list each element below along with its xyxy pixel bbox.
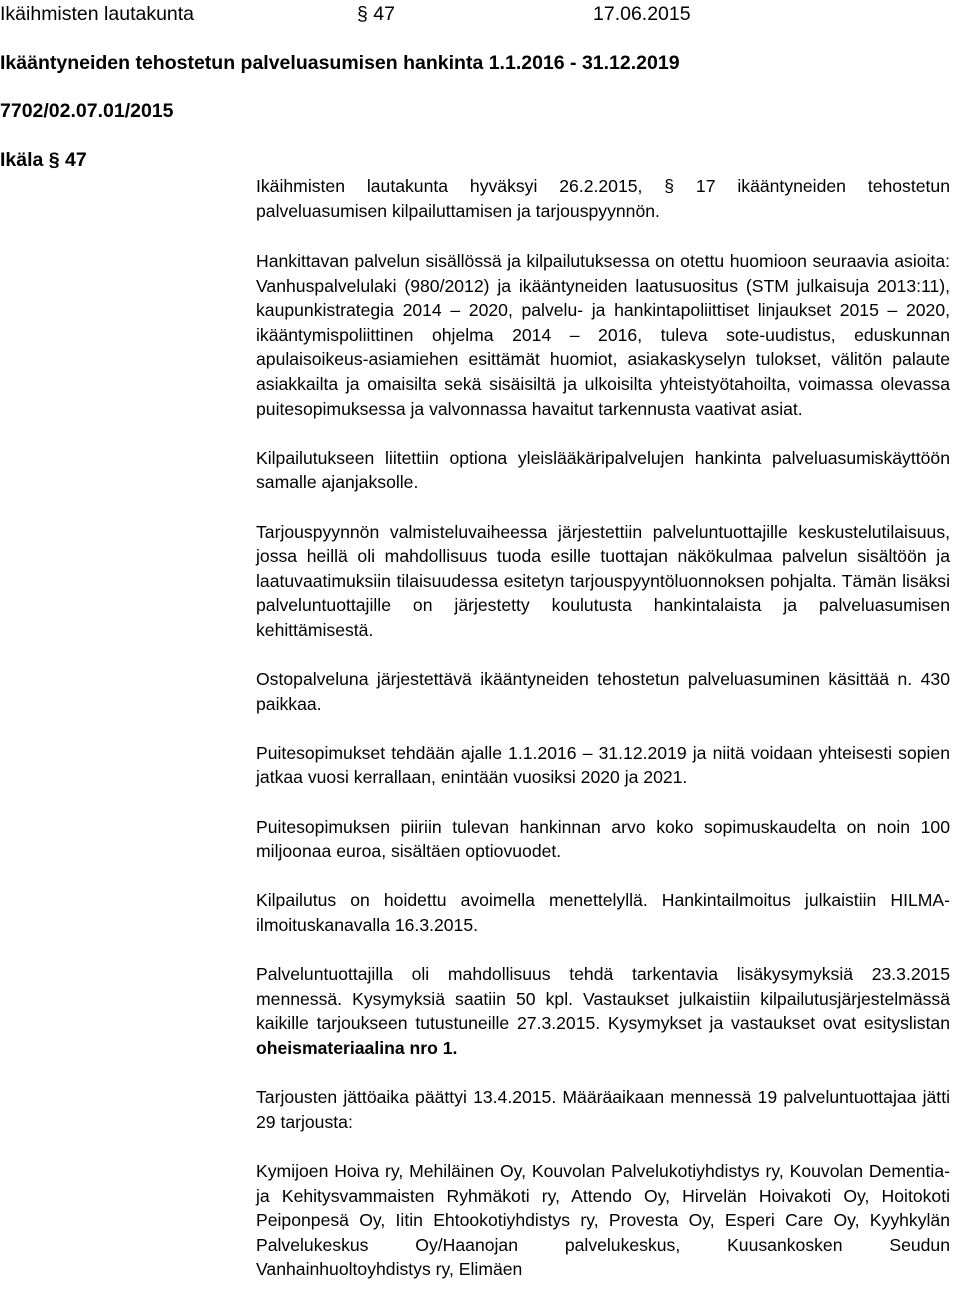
intro-block: [256, 174, 950, 223]
paragraph-contract-value: Puitesopimuksen piiriin tulevan hankinnan arvo koko sopimuskaudelta on noin 100 miljoonaa euroa, sisältäen optiovuodet.: [256, 816, 950, 862]
questions-text: Palveluntuottajilla oli mahdollisuus tehdä tarkentavia lisäkysymyksiä 23.3.2015 mennessä. Kysymyksiä saatiin 50 kpl. Vastaukset julkaistiin kilpailutusjärjestelmässä kaikille tarjoukseen tutustuneille 27.3.2015. Kysymykset ja vastaukset ovat esityslistan: [256, 964, 950, 1034]
paragraph-questions: [256, 962, 950, 1060]
section-number: § 47: [357, 3, 395, 25]
paragraph-option: Kilpailutukseen liitettiin optiona yleislääkäripalvelujen hankinta palveluasumiskäyttöön samalle ajanjaksolle.: [256, 447, 950, 493]
intro-paragraph: Ikäihmisten lautakunta hyväksyi 26.2.2015, § 17 ikääntyneiden tehostetun palveluasumisen kilpailuttamisen ja tarjouspyynnön.: [256, 176, 950, 221]
paragraph-deadline: Tarjousten jättöaika päättyi 13.4.2015. Määräaikaan mennessä 19 palveluntuottajaa jätti 29 tarjousta:: [256, 1087, 950, 1132]
attachment-reference: oheismateriaalina nro 1.: [256, 1038, 458, 1058]
paragraph-bidders: Kymijoen Hoiva ry, Mehiläinen Oy, Kouvolan Palvelukotiyhdistys ry, Kouvolan Dementia- ja Kehitysvammaisten Ryhmäkoti ry, Attendo Oy, Hirvelän Hoivakoti Oy, Hoitokoti Peiponpesä Oy, Iitin Ehtookotiyhdistys ry, Provesta Oy, Esperi Care Oy, Kyyhkylän Palvelukeskus Oy/Haanojan palvelukeskus, Kuusankosken Seudun Vanhainhuoltoyhdistys ry, Elimäen: [256, 1160, 950, 1280]
paragraph-contract-period: Puitesopimukset tehdään ajalle 1.1.2016 – 31.12.2019 ja niitä voidaan yhteisesti sopien jatkaa vuosi kerrallaan, enintään vuosiksi 2020 ja 2021.: [256, 742, 950, 788]
paragraph-preparation: Tarjouspyynnön valmisteluvaiheessa järjestettiin palveluntuottajille keskustelutilaisuus, jossa heillä oli mahdollisuus tuoda esille tuottajan näkökulmaa palvelun sisältöön ja laatuvaatimuksiin tilaisuudessa esitetyn tarjouspyyntöluonnoksen pohjalta. Tämän lisäksi palveluntuottajille on järjestetty koulutusta hankintalaista ja palveluasumisen kehittämisestä.: [256, 521, 950, 640]
paragraph-considerations: Hankittavan palvelun sisällössä ja kilpailutuksessa on otettu huomioon seuraavia asioita: Vanhuspalvelulaki (980/2012) ja ikääntyneiden laatusuositus (STM julkaisuja 2013:11), kaupunkistrategia 2014 – 2020, palvelu- ja hankintapoliittiset linjaukset 2015 – 2020, ikääntymispoliittinen ohjelma 2014 – 2016, tuleva sote-uudistus, eduskunnan apulaisoikeus-asiamiehen esittämät huomiot, asiakaskyselyn tulokset, välitön palaute asiakkailta ja omaisilta sekä sisäisiltä ja ulkoisilta yhteistyötahoilta, voimassa olevassa puitesopimuksessa ja valvonnassa havaitut tarkennusta vaativat asiat.: [256, 251, 950, 419]
paragraph-procedure: Kilpailutus on hoidettu avoimella menettelyllä. Hankintailmoitus julkaistiin HILMA-ilmoituskanavalla 16.3.2015.: [256, 890, 950, 936]
proposal-reference: Ikäla § 47: [0, 149, 87, 171]
body-text: [256, 249, 950, 1282]
committee-name: Ikäihmisten lautakunta: [0, 3, 195, 25]
paragraph-capacity: Ostopalveluna järjestettävä ikääntyneiden tehostetun palveluasuminen käsittää n. 430 paikkaa.: [256, 669, 950, 714]
document-reference: 7702/02.07.01/2015: [0, 100, 174, 122]
document-title: Ikääntyneiden tehostetun palveluasumisen hankinta 1.1.2016 - 31.12.2019: [0, 52, 680, 74]
meeting-date: 17.06.2015: [593, 3, 691, 25]
